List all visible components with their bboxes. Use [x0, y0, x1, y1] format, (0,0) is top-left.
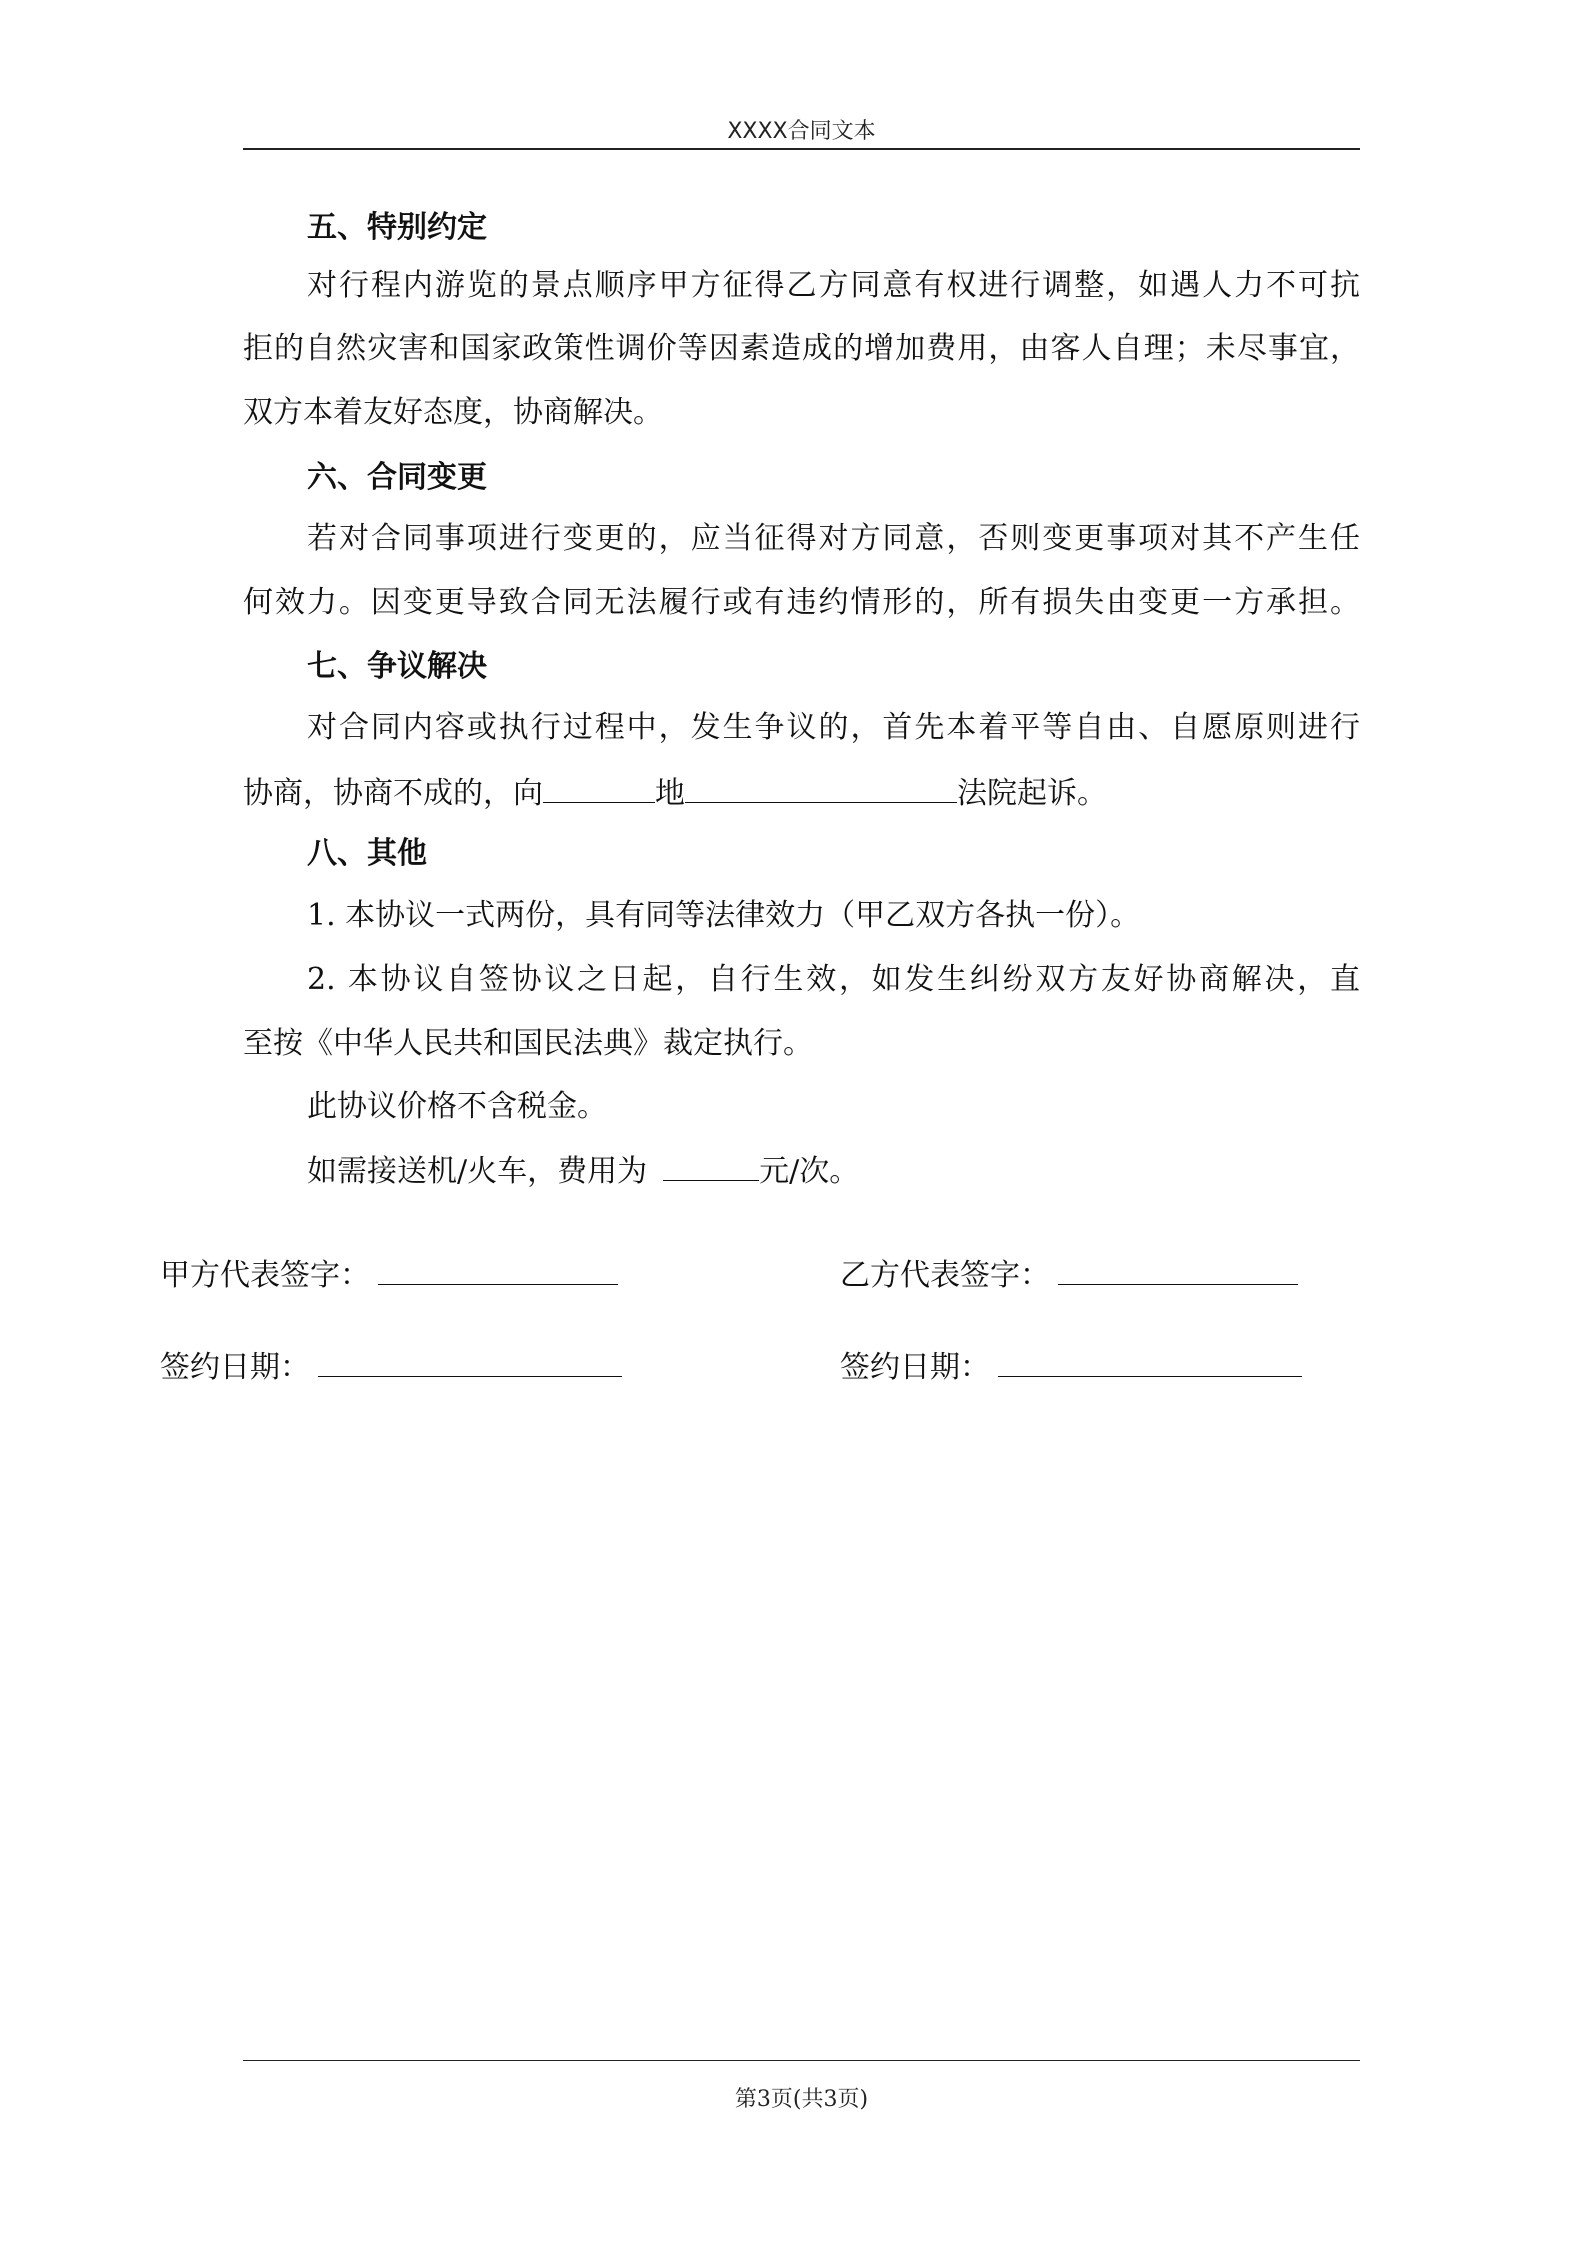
section-7-line-2-text-c: 法院起诉。 — [957, 776, 1107, 811]
transfer-fee-blank — [663, 1150, 759, 1181]
section-8-item-2-line-1: 2. 本协议自签协议之日起，自行生效，如发生纠纷双方友好协商解决，直 — [307, 962, 1360, 997]
section-8-heading: 八、其他 — [307, 836, 427, 871]
section-8-item-2-line-2: 至按《中华人民共和国民法典》裁定执行。 — [243, 1026, 813, 1061]
section-5-line-3: 双方本着友好态度，协商解决。 — [243, 395, 663, 430]
section-7-line-2-text-b: 地 — [655, 776, 685, 811]
section-5-heading: 五、特别约定 — [307, 210, 487, 245]
party-b-signature-blank — [1058, 1258, 1298, 1285]
party-b-signature — [840, 1256, 1298, 1296]
section-8-note-2-text-b: 元/次。 — [759, 1154, 860, 1189]
page-footer-number: 第3页(共3页) — [734, 2087, 869, 2112]
footer-rule — [243, 2060, 1360, 2061]
section-7-line-1: 对合同内容或执行过程中，发生争议的，首先本着平等自由、自愿原则进行 — [307, 710, 1360, 745]
section-7-heading: 七、争议解决 — [307, 649, 487, 684]
header-rule — [243, 148, 1360, 150]
section-8-item-1: 1. 本协议一式两份，具有同等法律效力（甲乙双方各执一份）。 — [307, 898, 1141, 933]
section-8-note-1: 此协议价格不含税金。 — [307, 1089, 607, 1124]
party-b-date-label: 签约日期： — [840, 1350, 990, 1385]
party-a-signature-blank — [378, 1258, 618, 1285]
section-5-line-1: 对行程内游览的景点顺序甲方征得乙方同意有权进行调整，如遇人力不可抗 — [307, 268, 1360, 303]
section-6-heading: 六、合同变更 — [307, 460, 487, 495]
party-b-date-blank — [998, 1350, 1302, 1377]
party-a-date-label: 签约日期： — [160, 1350, 310, 1385]
court-location-blank — [543, 772, 655, 803]
party-b-signature-label: 乙方代表签字： — [840, 1258, 1050, 1293]
section-5-line-2: 拒的自然灾害和国家政策性调价等因素造成的增加费用，由客人自理；未尽事宜， — [243, 331, 1360, 366]
page-header-title: XXXX合同文本 — [727, 119, 876, 144]
party-a-date-blank — [318, 1350, 622, 1377]
party-a-signature — [160, 1256, 618, 1296]
section-6-line-2: 何效力。因变更导致合同无法履行或有违约情形的，所有损失由变更一方承担。 — [243, 585, 1360, 620]
section-7-line-2 — [243, 772, 1360, 814]
party-a-signature-label: 甲方代表签字： — [160, 1258, 370, 1293]
section-8-note-2 — [243, 1150, 1360, 1192]
section-6-line-1: 若对合同事项进行变更的，应当征得对方同意，否则变更事项对其不产生任 — [307, 521, 1360, 556]
party-a-date — [160, 1348, 622, 1388]
party-b-date — [840, 1348, 1302, 1388]
section-8-note-2-text-a: 如需接送机/火车，费用为 — [307, 1154, 648, 1189]
section-7-line-2-text-a: 协商，协商不成的，向 — [243, 776, 543, 811]
court-name-blank — [685, 772, 957, 803]
